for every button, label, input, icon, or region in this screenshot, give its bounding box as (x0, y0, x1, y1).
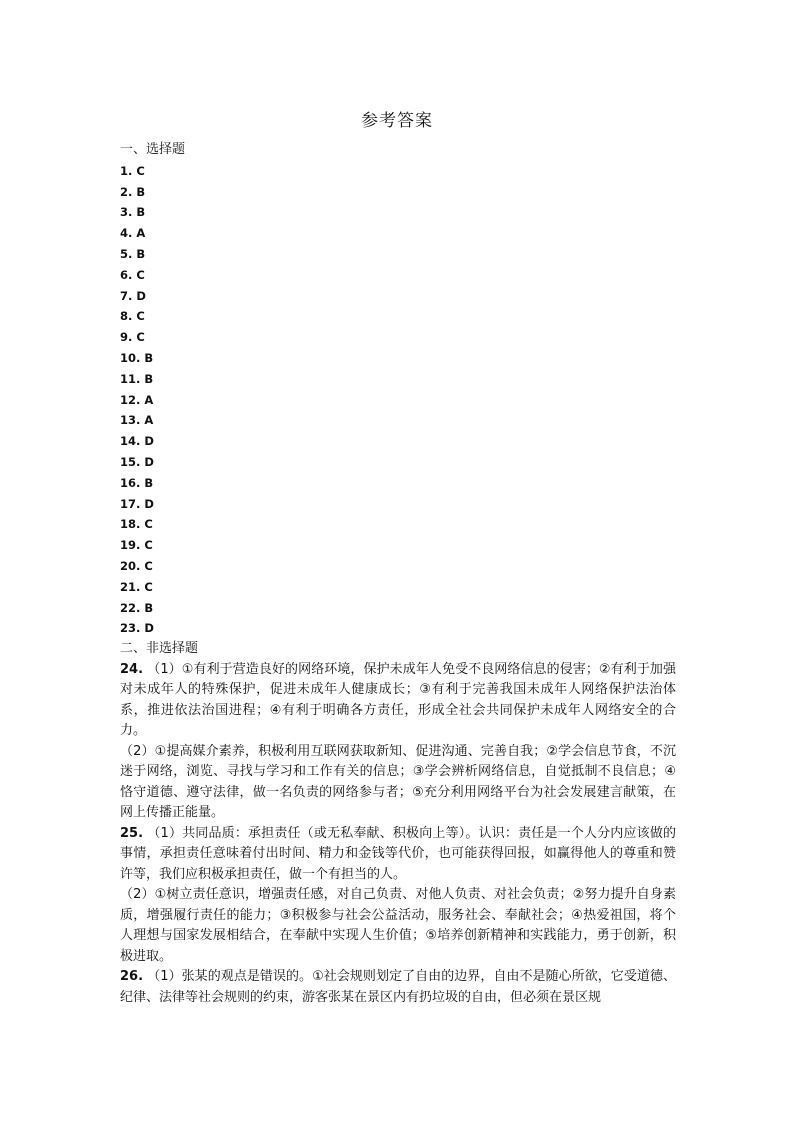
answer-letter: D (144, 454, 154, 469)
question-number: 24. (120, 661, 144, 677)
choice-answer-item (120, 348, 676, 369)
choice-answer-item (120, 556, 676, 577)
choice-answer-item (120, 410, 676, 431)
choice-answer-item (120, 286, 676, 307)
choice-answer-item (120, 598, 676, 619)
choice-answer-item (120, 577, 676, 598)
choice-answer-item (120, 244, 676, 265)
question-number: 11. (120, 371, 141, 386)
choice-answer-item (120, 494, 676, 515)
choice-answer-item (120, 431, 676, 452)
choice-answer-item (120, 369, 676, 390)
question-number: 1. (120, 163, 133, 178)
answer-letter: A (136, 226, 146, 241)
question-number: 7. (120, 288, 133, 303)
answer-text: （2）①提高媒介素养，积极利用互联网获取新知、促进沟通、完善自我；②学会信息节食，不沉迷于网络，浏览、寻找与学习和工作有关的信息；③学会辨析网络信息，自觉抵制不良信息；④恪守道德、遵守法律，做一名负责的网络参与者；⑤充分利用网络平台为社会发展建言献策，在网上传播正能量。 (120, 743, 676, 821)
question-number: 25. (120, 825, 144, 841)
choice-answer-item (120, 473, 676, 494)
question-number: 15. (120, 454, 141, 469)
answer-letter: C (136, 267, 145, 282)
question-number: 22. (120, 600, 141, 615)
answer-letter: C (144, 558, 153, 573)
question-number: 17. (120, 496, 141, 511)
choice-answer-item (120, 452, 676, 473)
choice-answer-item (120, 535, 676, 556)
question-number: 6. (120, 267, 133, 282)
answer-letter: B (136, 184, 146, 199)
question-number: 12. (120, 392, 141, 407)
answer-letter: C (136, 330, 145, 345)
question-number: 3. (120, 205, 133, 220)
choice-answer-item (120, 223, 676, 244)
answer-letter: B (136, 205, 146, 220)
answer-letter: C (144, 579, 153, 594)
question-number: 5. (120, 246, 133, 261)
choice-answer-item (120, 265, 676, 286)
choice-answer-item (120, 202, 676, 223)
answer-letter: D (144, 496, 154, 511)
answer-text: （1）张某的观点是错误的。①社会规则划定了自由的边界，自由不是随心所欲，它受道德、纪律、法律等社会规则的约束，游客张某在景区内有扔垃圾的自由，但必须在景区规 (120, 969, 676, 1005)
question-number: 10. (120, 350, 141, 365)
answer-text: （1）共同品质：承担责任（或无私奉献、积极向上等）。认识：责任是一个人分内应该做的事情，承担责任意味着付出时间、精力和金钱等代价，也可能获得回报，如赢得他人的尊重和赞许等，我们应积极承担责任，做一个有担当的人。 (120, 825, 676, 882)
answer-letter: C (144, 538, 153, 553)
question-number: 18. (120, 517, 141, 532)
question-number: 2. (120, 184, 133, 199)
choice-answer-item (120, 306, 676, 327)
answer-letter: C (144, 517, 153, 532)
question-number: 13. (120, 413, 141, 428)
choice-answer-item (120, 182, 676, 203)
section-heading-nonchoice: 二、非选择题 (120, 641, 199, 657)
choice-answer-item (120, 161, 676, 182)
answer-letter: C (136, 309, 145, 324)
choice-answer-item (120, 514, 676, 535)
question-number: 4. (120, 226, 133, 241)
question-number: 19. (120, 538, 141, 553)
answer-letter: D (144, 621, 154, 636)
choice-answer-item (120, 327, 676, 348)
answer-content (120, 140, 676, 1008)
answer-letter: C (136, 163, 145, 178)
question-number: 9. (120, 330, 133, 345)
q24-part1 (120, 660, 676, 742)
question-number: 26. (120, 969, 144, 985)
answer-letter: B (144, 350, 154, 365)
question-number: 8. (120, 309, 133, 324)
question-number: 23. (120, 621, 141, 636)
question-number: 20. (120, 558, 141, 573)
q25-part1 (120, 824, 676, 886)
answer-letter: A (144, 413, 154, 428)
q26-part1 (120, 967, 676, 1008)
answer-letter: B (144, 600, 154, 615)
choice-answer-item (120, 390, 676, 411)
choice-answer-item (120, 618, 676, 639)
answer-letter: D (144, 434, 154, 449)
answer-letter: B (144, 475, 154, 490)
section-heading-choice: 一、选择题 (120, 142, 186, 157)
question-number: 21. (120, 579, 141, 594)
page-title: 参考答案 (361, 111, 433, 131)
question-number: 16. (120, 475, 141, 490)
answer-text: （1）①有利于营造良好的网络环境，保护未成年人免受不良网络信息的侵害；②有利于加强对未成年人的特殊保护，促进未成年人健康成长；③有利于完善我国未成年人网络保护法治体系，推进依法治国进程；④有利于明确各方责任，形成全社会共同保护未成年人网络安全的合力。 (120, 661, 676, 739)
answer-letter: D (136, 288, 146, 303)
choice-answer-list (120, 161, 676, 639)
answer-letter: A (144, 392, 154, 407)
q24-part2 (120, 742, 676, 824)
answer-text: （2）①树立责任意识，增强责任感，对自己负责、对他人负责、对社会负责；②努力提升自身素质，增强履行责任的能力；③积极参与社会公益活动，服务社会、奉献社会；④热爱祖国，将个人理想与国家发展相结合，在奉献中实现人生价值；⑤培养创新精神和实践能力，勇于创新，积极进取。 (120, 887, 676, 964)
answer-letter: B (144, 371, 154, 386)
q25-part2 (120, 885, 676, 967)
question-number: 14. (120, 434, 141, 449)
answer-letter: B (136, 246, 146, 261)
